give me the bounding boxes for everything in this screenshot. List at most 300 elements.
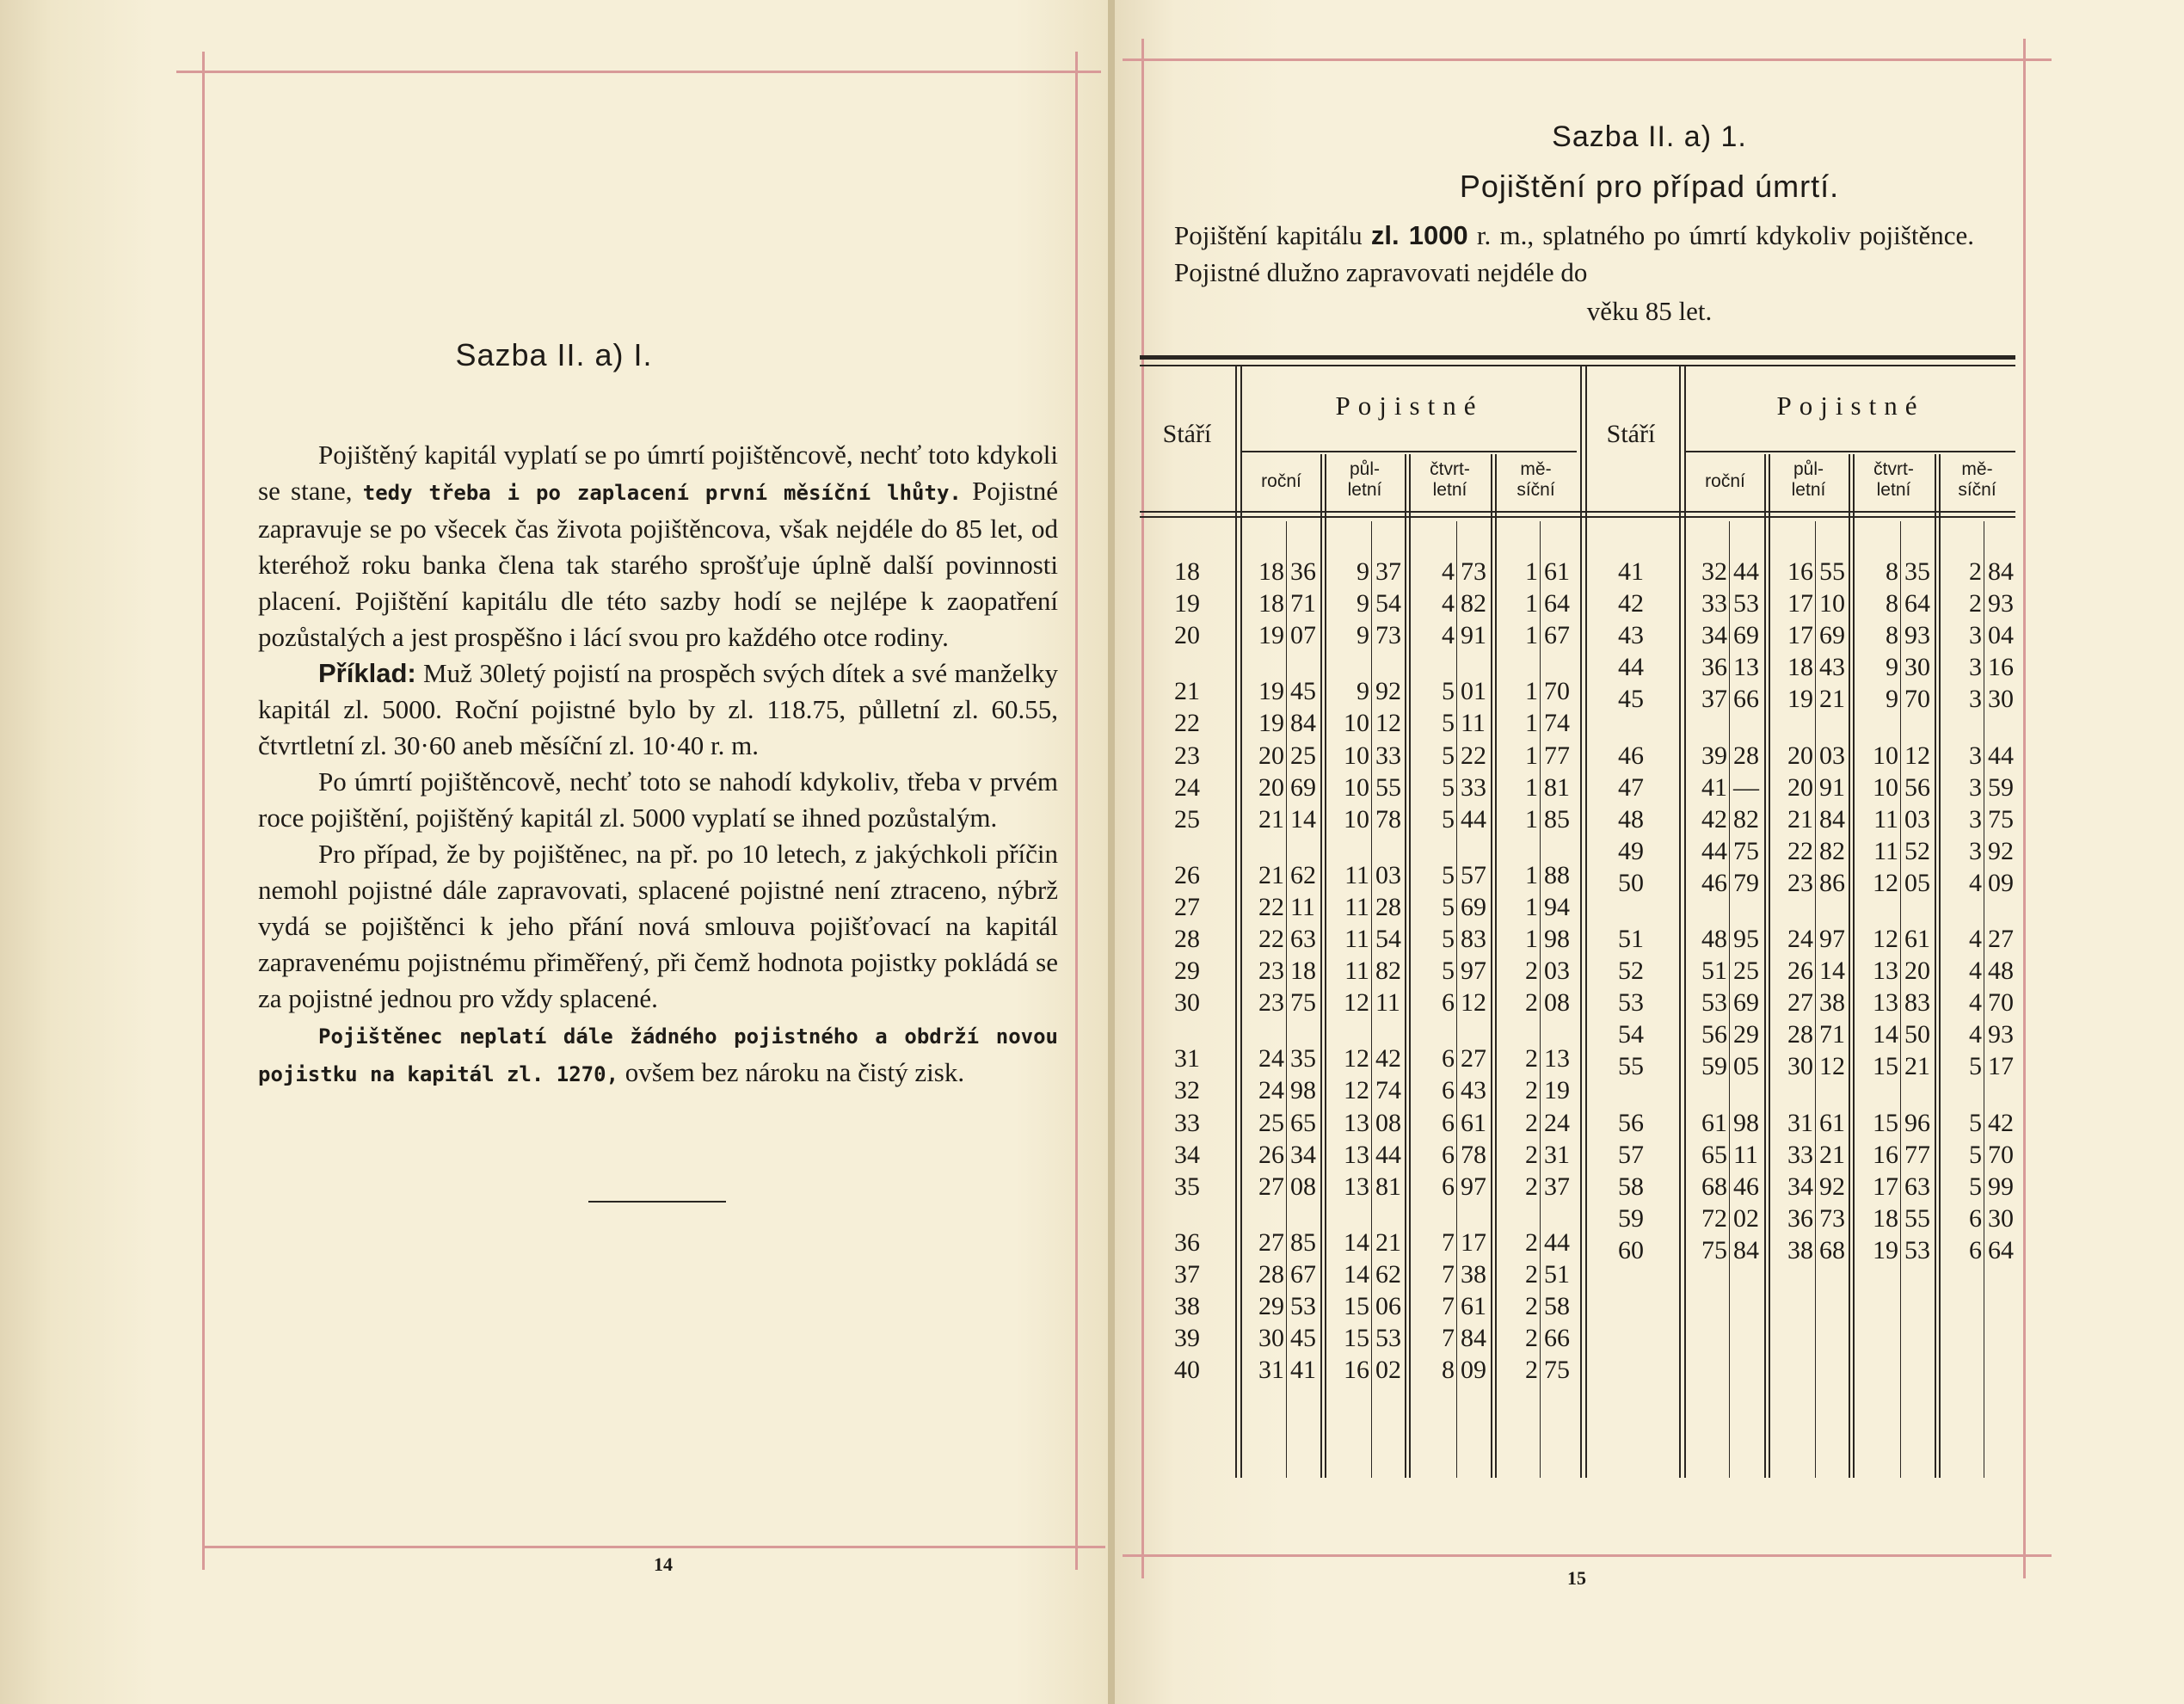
premium-cell-fraction: 27 xyxy=(1461,1044,1486,1073)
premium-cell-fraction: 55 xyxy=(1375,772,1401,802)
section-divider-rule xyxy=(1585,366,1587,1478)
premium-cell-whole: 11 xyxy=(1344,957,1369,986)
premium-cell-fraction: 12 xyxy=(1904,741,1930,770)
premium-cell-whole: 24 xyxy=(1787,925,1813,953)
premium-cell-fraction: 84 xyxy=(1819,804,1845,834)
premium-cell-fraction: 69 xyxy=(1461,892,1486,921)
premium-cell-whole: 12 xyxy=(1344,1076,1369,1105)
premium-cell-whole: 36 xyxy=(1787,1203,1813,1233)
premium-cell-whole: 9 xyxy=(1357,621,1369,650)
premium-cell-whole: 2 xyxy=(1525,1044,1538,1073)
premium-cell-fraction: 82 xyxy=(1461,589,1486,618)
premium-cell-fraction: 37 xyxy=(1375,557,1401,586)
premium-cell-whole: 8 xyxy=(1442,1356,1455,1385)
age-cell: 39 xyxy=(1174,1324,1200,1353)
premium-cell-whole: 18 xyxy=(1258,557,1284,586)
premium-cell-fraction: 04 xyxy=(1988,621,2014,650)
premium-cell-fraction: 08 xyxy=(1290,1172,1316,1201)
premium-cell-whole: 3 xyxy=(1969,741,1982,770)
page-number-right: 15 xyxy=(1567,1567,1586,1589)
premium-cell-whole: 11 xyxy=(1344,860,1369,889)
left-frame-right-rule xyxy=(1075,52,1078,1570)
premium-cell-whole: 56 xyxy=(1701,1020,1727,1049)
age-cell: 48 xyxy=(1618,804,1644,834)
age-cell: 43 xyxy=(1618,621,1644,650)
premium-cell-fraction: 91 xyxy=(1819,772,1845,802)
premium-cell-whole: 8 xyxy=(1886,557,1898,586)
premium-cell-whole: 6 xyxy=(1969,1235,1982,1264)
age-col-rule-right xyxy=(1684,366,1686,1478)
premium-cell-whole: 6 xyxy=(1442,1076,1455,1105)
premium-cell-fraction: 69 xyxy=(1290,772,1316,802)
section-divider xyxy=(588,1201,726,1203)
premium-cell-whole: 8 xyxy=(1886,621,1898,650)
premium-cell-whole: 61 xyxy=(1701,1108,1727,1137)
premium-cell-whole: 10 xyxy=(1873,772,1898,802)
premium-cell-fraction: 20 xyxy=(1904,957,1930,986)
premium-cell-whole: 5 xyxy=(1442,860,1455,889)
premium-cell-whole: 36 xyxy=(1701,653,1727,682)
premium-cell-whole: 19 xyxy=(1787,685,1813,714)
premium-cell-fraction: 53 xyxy=(1904,1235,1930,1264)
premium-cell-whole: 11 xyxy=(1344,892,1369,921)
left-frame-top-rule xyxy=(176,71,1101,73)
premium-cell-fraction: 57 xyxy=(1461,860,1486,889)
paragraph xyxy=(258,836,1058,1017)
age-cell: 21 xyxy=(1174,677,1200,706)
age-col-rule-left xyxy=(1235,366,1237,1478)
age-cell: 28 xyxy=(1174,925,1200,953)
premium-cell-fraction: 21 xyxy=(1904,1052,1930,1081)
premium-cell-whole: 22 xyxy=(1258,892,1284,921)
premium-cell-fraction: 02 xyxy=(1375,1356,1401,1385)
premium-cell-fraction: 56 xyxy=(1904,772,1930,802)
premium-cell-whole: 16 xyxy=(1873,1140,1898,1169)
premium-cell-whole: 1 xyxy=(1525,557,1538,586)
premium-cell-fraction: 44 xyxy=(1461,804,1486,834)
premium-cell-fraction: 53 xyxy=(1290,1292,1316,1320)
premium-cell-fraction: 73 xyxy=(1461,557,1486,586)
premium-cell-whole: 6 xyxy=(1442,988,1455,1018)
premium-cell-whole: 42 xyxy=(1701,804,1727,834)
premium-cell-fraction: 92 xyxy=(1819,1172,1845,1201)
age-cell: 22 xyxy=(1174,709,1200,738)
paragraph-text: Pro případ, že by pojištěnec, na př. po 10 letech, z jakýchkoli příčin nemohl pojistné dále zapravovati, splacené pojistné není ztraceno, nýbrž vydá se pojištěnci k jeho přání nová smlouva pojišťovací na kapitál zapravenému pojistnému přiměřený, při čemž hodnota pojistky pokládá se za pojistné jednou pro vždy splacené. xyxy=(258,839,1058,1013)
age-cell: 60 xyxy=(1618,1235,1644,1264)
premium-cell-whole: 44 xyxy=(1701,836,1727,865)
column-rule-thin xyxy=(1286,521,1287,1478)
premium-cell-fraction: 93 xyxy=(1988,589,2014,618)
column-subheader: půl- letní xyxy=(1791,459,1826,500)
premium-cell-fraction: 28 xyxy=(1733,741,1759,770)
premium-cell-fraction: 42 xyxy=(1988,1108,2014,1137)
premium-cell-whole: 5 xyxy=(1969,1140,1982,1169)
premium-cell-whole: 3 xyxy=(1969,621,1982,650)
premium-cell-whole: 7 xyxy=(1442,1227,1455,1257)
section-divider-rule xyxy=(1580,366,1582,1478)
premium-cell-whole: 3 xyxy=(1969,772,1982,802)
premium-cell-whole: 38 xyxy=(1787,1235,1813,1264)
premium-cell-fraction: 09 xyxy=(1461,1356,1486,1385)
premium-cell-whole: 28 xyxy=(1258,1259,1284,1289)
premium-cell-whole: 65 xyxy=(1701,1140,1727,1169)
premium-cell-fraction: 38 xyxy=(1819,988,1845,1018)
age-cell: 44 xyxy=(1618,653,1644,682)
column-subheader: mě- síční xyxy=(1516,459,1555,500)
column-subheader: roční xyxy=(1261,471,1301,491)
age-header-right: Stáří xyxy=(1606,420,1656,448)
premium-cell-fraction: 29 xyxy=(1733,1020,1759,1049)
premium-cell-fraction: 02 xyxy=(1733,1203,1759,1233)
premium-cell-whole: 14 xyxy=(1344,1227,1369,1257)
premium-cell-whole: 29 xyxy=(1258,1292,1284,1320)
premium-cell-fraction: 94 xyxy=(1544,892,1570,921)
premium-cell-whole: 19 xyxy=(1873,1235,1898,1264)
premium-cell-fraction: 62 xyxy=(1375,1259,1401,1289)
premium-cell-whole: 5 xyxy=(1442,957,1455,986)
premium-cell-whole: 59 xyxy=(1701,1052,1727,1081)
premium-cell-fraction: 54 xyxy=(1375,589,1401,618)
premium-cell-whole: 18 xyxy=(1787,653,1813,682)
premium-cell-fraction: 84 xyxy=(1461,1324,1486,1353)
right-page-intro xyxy=(1174,217,1974,291)
premium-cell-whole: 13 xyxy=(1344,1108,1369,1137)
premium-cell-fraction: 07 xyxy=(1290,621,1316,650)
premium-cell-whole: 4 xyxy=(1969,957,1982,986)
premium-cell-fraction: 53 xyxy=(1733,589,1759,618)
premium-cell-fraction: 82 xyxy=(1819,836,1845,865)
table-top-rule-thick xyxy=(1140,355,2015,360)
premium-cell-fraction: 41 xyxy=(1290,1356,1316,1385)
subheader-rule-left xyxy=(1242,451,1577,452)
premium-cell-fraction: 51 xyxy=(1544,1259,1570,1289)
premium-cell-fraction: 01 xyxy=(1461,677,1486,706)
age-cell: 32 xyxy=(1174,1076,1200,1105)
right-frame-bottom-rule xyxy=(1123,1554,2052,1557)
premium-cell-fraction: 16 xyxy=(1988,653,2014,682)
paragraph-text: ovšem bez nároku na čistý zisk. xyxy=(618,1057,965,1087)
premium-cell-fraction: 33 xyxy=(1375,741,1401,770)
premium-cell-fraction: 71 xyxy=(1819,1020,1845,1049)
page-number-left: 14 xyxy=(654,1553,673,1575)
premium-cell-whole: 30 xyxy=(1787,1052,1813,1081)
emphasis-text: Pojištěnec neplatí dále žádného pojistného a obdrží novou pojistku na kapitál zl. 1270, xyxy=(258,1024,1058,1086)
left-page-title: Sazba II. a) I. xyxy=(455,337,653,372)
premium-cell-fraction: 79 xyxy=(1733,868,1759,897)
age-cell: 41 xyxy=(1618,557,1644,586)
premium-cell-whole: 22 xyxy=(1258,925,1284,953)
premium-cell-whole: 2 xyxy=(1525,1259,1538,1289)
premium-cell-whole: 41 xyxy=(1701,772,1727,802)
premium-cell-whole: 3 xyxy=(1969,836,1982,865)
premium-cell-fraction: 61 xyxy=(1819,1108,1845,1137)
premium-cell-whole: 2 xyxy=(1525,1324,1538,1353)
premium-cell-whole: 1 xyxy=(1525,925,1538,953)
column-subheader: roční xyxy=(1705,471,1745,491)
premium-cell-fraction: 24 xyxy=(1544,1108,1570,1137)
premium-cell-fraction: 54 xyxy=(1375,925,1401,953)
age-cell: 40 xyxy=(1174,1356,1200,1385)
premium-cell-fraction: 35 xyxy=(1290,1044,1316,1073)
premium-cell-fraction: 38 xyxy=(1461,1259,1486,1289)
premium-cell-fraction: 44 xyxy=(1988,741,2014,770)
premium-cell-whole: 6 xyxy=(1969,1203,1982,1233)
premium-cell-fraction: 44 xyxy=(1375,1140,1401,1169)
premium-cell-whole: 2 xyxy=(1525,1227,1538,1257)
premium-cell-fraction: 43 xyxy=(1461,1076,1486,1105)
premium-cell-fraction: 83 xyxy=(1904,988,1930,1018)
premium-cell-fraction: 70 xyxy=(1544,677,1570,706)
premium-cell-whole: 2 xyxy=(1525,1140,1538,1169)
premium-cell-whole: 1 xyxy=(1525,709,1538,738)
premium-cell-fraction: 95 xyxy=(1733,925,1759,953)
column-rule-thin xyxy=(1729,521,1730,1478)
premium-cell-fraction: 25 xyxy=(1290,741,1316,770)
age-cell: 26 xyxy=(1174,860,1200,889)
premium-cell-whole: 4 xyxy=(1969,925,1982,953)
age-cell: 49 xyxy=(1618,836,1644,865)
premium-cell-whole: 7 xyxy=(1442,1259,1455,1289)
age-cell: 47 xyxy=(1618,772,1644,802)
premium-cell-fraction: 46 xyxy=(1733,1172,1759,1201)
premium-cell-whole: 6 xyxy=(1442,1108,1455,1137)
premium-cell-fraction: 61 xyxy=(1544,557,1570,586)
premium-header-right: Pojistné xyxy=(1776,391,1925,421)
premium-cell-fraction: 10 xyxy=(1819,589,1845,618)
premium-cell-whole: 28 xyxy=(1787,1020,1813,1049)
premium-cell-whole: 18 xyxy=(1258,589,1284,618)
premium-cell-fraction: 06 xyxy=(1375,1292,1401,1320)
premium-cell-whole: 9 xyxy=(1886,685,1898,714)
age-cell: 23 xyxy=(1174,741,1200,770)
example-label: Příklad: xyxy=(318,658,416,688)
premium-cell-whole: 13 xyxy=(1344,1140,1369,1169)
right-page-title: Sazba II. a) 1. xyxy=(1552,120,1747,153)
premium-cell-fraction: 70 xyxy=(1988,1140,2014,1169)
premium-cell-fraction: 97 xyxy=(1461,1172,1486,1201)
column-rule-thin xyxy=(1900,521,1901,1478)
premium-cell-whole: 13 xyxy=(1873,957,1898,986)
age-cell: 34 xyxy=(1174,1140,1200,1169)
right-frame-right-rule xyxy=(2023,39,2026,1578)
premium-cell-fraction: 81 xyxy=(1375,1172,1401,1201)
premium-cell-whole: 33 xyxy=(1787,1140,1813,1169)
age-cell: 31 xyxy=(1174,1044,1200,1073)
premium-cell-fraction: 17 xyxy=(1988,1052,2014,1081)
premium-cell-whole: 2 xyxy=(1525,1108,1538,1137)
premium-cell-fraction: 67 xyxy=(1290,1259,1316,1289)
premium-cell-fraction: 93 xyxy=(1904,621,1930,650)
premium-cell-whole: 24 xyxy=(1258,1076,1284,1105)
premium-cell-whole: 12 xyxy=(1873,925,1898,953)
premium-cell-fraction: 14 xyxy=(1290,804,1316,834)
premium-cell-whole: 31 xyxy=(1787,1108,1813,1137)
premium-cell-whole: 15 xyxy=(1344,1324,1369,1353)
premium-cell-whole: 68 xyxy=(1701,1172,1727,1201)
age-cell: 37 xyxy=(1174,1259,1200,1289)
premium-cell-fraction: 96 xyxy=(1904,1108,1930,1137)
premium-cell-whole: 10 xyxy=(1344,804,1369,834)
paragraph xyxy=(258,764,1058,836)
premium-cell-whole: 2 xyxy=(1969,557,1982,586)
premium-cell-whole: 1 xyxy=(1525,860,1538,889)
age-cell: 30 xyxy=(1174,988,1200,1018)
premium-cell-whole: 1 xyxy=(1525,772,1538,802)
premium-cell-fraction: 69 xyxy=(1733,988,1759,1018)
premium-cell-fraction: 85 xyxy=(1544,804,1570,834)
premium-cell-fraction: 44 xyxy=(1733,557,1759,586)
premium-cell-fraction: 30 xyxy=(1988,685,2014,714)
premium-cell-whole: 5 xyxy=(1442,892,1455,921)
premium-cell-fraction: 84 xyxy=(1290,709,1316,738)
premium-cell-fraction: 12 xyxy=(1461,988,1486,1018)
premium-cell-fraction: 74 xyxy=(1375,1076,1401,1105)
premium-cell-whole: 6 xyxy=(1442,1140,1455,1169)
age-cell: 56 xyxy=(1618,1108,1644,1137)
column-rule-thin xyxy=(1815,521,1816,1478)
premium-cell-whole: 2 xyxy=(1525,957,1538,986)
premium-cell-fraction: 53 xyxy=(1375,1324,1401,1353)
age-cell: 45 xyxy=(1618,685,1644,714)
age-cell: 19 xyxy=(1174,589,1200,618)
premium-cell-whole: 10 xyxy=(1344,741,1369,770)
premium-cell-whole: 51 xyxy=(1701,957,1727,986)
paragraph xyxy=(258,655,1058,764)
premium-header-left: Pojistné xyxy=(1335,391,1484,421)
premium-cell-fraction: 12 xyxy=(1819,1052,1845,1081)
premium-cell-whole: 10 xyxy=(1344,709,1369,738)
premium-cell-whole: 7 xyxy=(1442,1292,1455,1320)
premium-cell-fraction: 70 xyxy=(1988,988,2014,1018)
column-rule-thin xyxy=(1540,521,1541,1478)
premium-cell-whole: 17 xyxy=(1787,589,1813,618)
age-cell: 35 xyxy=(1174,1172,1200,1201)
age-cell: 51 xyxy=(1618,925,1644,953)
premium-cell-fraction: 17 xyxy=(1461,1227,1486,1257)
premium-cell-whole: 4 xyxy=(1442,621,1455,650)
premium-cell-whole: 3 xyxy=(1969,653,1982,682)
premium-cell-whole: 72 xyxy=(1701,1203,1727,1233)
premium-cell-fraction: 67 xyxy=(1544,621,1570,650)
premium-cell-whole: 1 xyxy=(1525,677,1538,706)
premium-cell-whole: 5 xyxy=(1442,709,1455,738)
premium-cell-whole: 2 xyxy=(1525,1356,1538,1385)
premium-cell-fraction: 21 xyxy=(1819,685,1845,714)
premium-cell-whole: 15 xyxy=(1873,1108,1898,1137)
premium-cell-fraction: 34 xyxy=(1290,1140,1316,1169)
premium-cell-fraction: 11 xyxy=(1733,1140,1758,1169)
premium-cell-fraction: 97 xyxy=(1461,957,1486,986)
premium-cell-fraction: 84 xyxy=(1733,1235,1759,1264)
premium-cell-whole: 17 xyxy=(1787,621,1813,650)
premium-cell-whole: 13 xyxy=(1873,988,1898,1018)
premium-cell-fraction: 73 xyxy=(1375,621,1401,650)
premium-cell-fraction: 92 xyxy=(1375,677,1401,706)
age-cell: 54 xyxy=(1618,1020,1644,1049)
premium-cell-whole: 2 xyxy=(1525,1292,1538,1320)
premium-cell-fraction: 28 xyxy=(1375,892,1401,921)
premium-cell-whole: 2 xyxy=(1525,988,1538,1018)
premium-cell-fraction: 61 xyxy=(1461,1108,1486,1137)
premium-cell-fraction: 69 xyxy=(1733,621,1759,650)
premium-cell-whole: 53 xyxy=(1701,988,1727,1018)
premium-cell-fraction: 88 xyxy=(1544,860,1570,889)
premium-cell-whole: 5 xyxy=(1442,772,1455,802)
premium-cell-whole: 5 xyxy=(1442,677,1455,706)
premium-cell-fraction: 43 xyxy=(1819,653,1845,682)
premium-cell-whole: 22 xyxy=(1787,836,1813,865)
age-cell: 57 xyxy=(1618,1140,1644,1169)
intro-amount: zl. 1000 xyxy=(1370,220,1468,250)
premium-cell-whole: 11 xyxy=(1344,925,1369,953)
premium-cell-whole: 12 xyxy=(1344,988,1369,1018)
premium-cell-whole: 1 xyxy=(1525,741,1538,770)
premium-cell-whole: 46 xyxy=(1701,868,1727,897)
emphasis-text: tedy třeba i po zaplacení první měsíční lhůty. xyxy=(362,481,962,505)
age-cell: 46 xyxy=(1618,741,1644,770)
premium-cell-fraction: 18 xyxy=(1290,957,1316,986)
premium-cell-fraction: 77 xyxy=(1904,1140,1930,1169)
age-cell: 58 xyxy=(1618,1172,1644,1201)
premium-cell-fraction: 61 xyxy=(1461,1292,1486,1320)
intro-text-1: Pojištění kapitálu xyxy=(1174,220,1371,250)
paragraph xyxy=(258,437,1058,655)
premium-cell-whole: 25 xyxy=(1258,1108,1284,1137)
premium-cell-fraction: 92 xyxy=(1988,836,2014,865)
premium-cell-fraction: 08 xyxy=(1544,988,1570,1018)
right-page-subtitle: Pojištění pro případ úmrtí. xyxy=(1459,169,1840,204)
premium-cell-fraction: 12 xyxy=(1375,709,1401,738)
premium-cell-fraction: 21 xyxy=(1375,1227,1401,1257)
column-subheader: čtvrt- letní xyxy=(1873,459,1914,500)
premium-cell-whole: 34 xyxy=(1701,621,1727,650)
premium-cell-fraction: 45 xyxy=(1290,677,1316,706)
premium-cell-whole: 1 xyxy=(1525,621,1538,650)
premium-cell-whole: 3 xyxy=(1969,685,1982,714)
table-top-rule-thin xyxy=(1140,365,2015,366)
premium-cell-fraction: 33 xyxy=(1461,772,1486,802)
premium-cell-whole: 21 xyxy=(1787,804,1813,834)
premium-cell-fraction: 03 xyxy=(1904,804,1930,834)
premium-cell-whole: 32 xyxy=(1701,557,1727,586)
right-frame-top-rule xyxy=(1123,58,2052,61)
premium-cell-whole: 20 xyxy=(1787,772,1813,802)
intro-text-2: r. m., splatného po úmrtí kdykoliv pojištěnce. Pojistné dlužno zapravovati nejdéle do xyxy=(1174,220,1974,287)
premium-cell-fraction: 75 xyxy=(1544,1356,1570,1385)
premium-cell-fraction: 84 xyxy=(1988,557,2014,586)
premium-cell-fraction: 98 xyxy=(1544,925,1570,953)
premium-cell-fraction: 98 xyxy=(1733,1108,1759,1137)
premium-cell-fraction: 74 xyxy=(1544,709,1570,738)
premium-cell-whole: 5 xyxy=(1969,1052,1982,1081)
premium-cell-whole: 3 xyxy=(1969,804,1982,834)
premium-cell-whole: 20 xyxy=(1258,741,1284,770)
premium-cell-whole: 16 xyxy=(1787,557,1813,586)
premium-cell-whole: 4 xyxy=(1969,1020,1982,1049)
premium-cell-whole: 11 xyxy=(1873,836,1898,865)
column-subheader: čtvrt- letní xyxy=(1430,459,1470,500)
premium-cell-fraction: 63 xyxy=(1290,925,1316,953)
premium-cell-whole: 5 xyxy=(1442,804,1455,834)
premium-cell-fraction: 99 xyxy=(1988,1172,2014,1201)
premium-cell-fraction: 59 xyxy=(1988,772,2014,802)
premium-cell-fraction: 93 xyxy=(1988,1020,2014,1049)
premium-cell-whole: 17 xyxy=(1873,1172,1898,1201)
premium-cell-whole: 10 xyxy=(1344,772,1369,802)
column-rule-thin xyxy=(1456,521,1457,1478)
premium-cell-fraction: 09 xyxy=(1988,868,2014,897)
premium-cell-fraction: 13 xyxy=(1733,653,1759,682)
